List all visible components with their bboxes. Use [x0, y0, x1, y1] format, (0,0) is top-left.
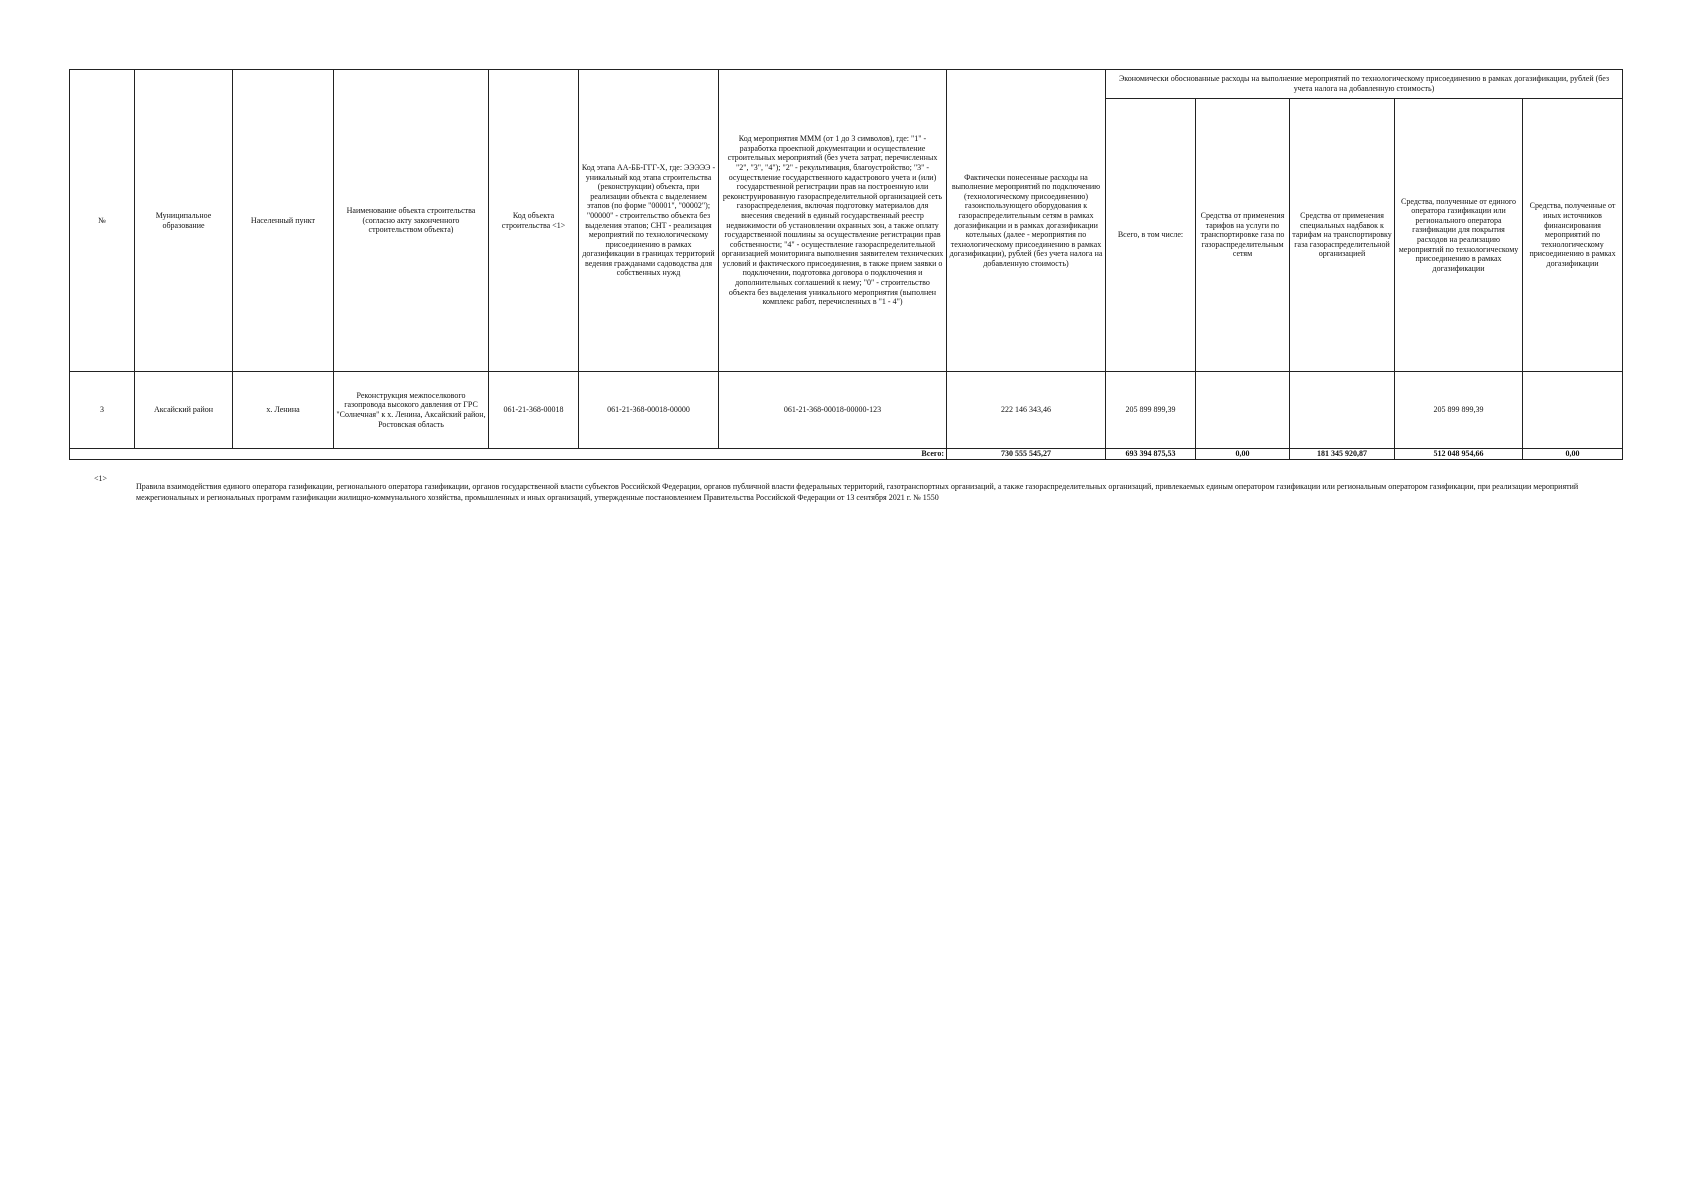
cell-num: 3	[70, 372, 135, 449]
cell-special-surcharge	[1290, 372, 1395, 449]
cell-municipality: Аксайский район	[135, 372, 233, 449]
header-object-code: Код объекта строительства <1>	[489, 70, 579, 372]
cell-total-incl: 205 899 899,39	[1106, 372, 1196, 449]
total-other-sources: 0,00	[1523, 449, 1623, 460]
totals-row	[70, 449, 1623, 460]
total-special-surcharge: 181 345 920,87	[1290, 449, 1395, 460]
total-actual-costs: 730 555 545,27	[947, 449, 1106, 460]
header-special-surcharge: Средства от применения специальных надбавок к тарифам на транспортировку газа газораспределительной организацией	[1290, 99, 1395, 372]
header-single-operator: Средства, полученные от единого оператора газификации или регионального оператора газификации для покрытия расходов на реализацию мероприятий по технологическому присоединению в рамках догазификации	[1395, 99, 1523, 372]
table-row	[70, 372, 1623, 449]
total-total-incl: 693 394 875,53	[1106, 449, 1196, 460]
header-municipality: Муниципальное образование	[135, 70, 233, 372]
header-row-top	[70, 70, 1623, 99]
cell-tariff-transport	[1196, 372, 1290, 449]
header-total-incl: Всего, в том числе:	[1106, 99, 1196, 372]
cell-actual-costs: 222 146 343,46	[947, 372, 1106, 449]
header-settlement: Населенный пункт	[233, 70, 334, 372]
footnote-mark: <1>	[94, 474, 108, 483]
cell-settlement: х. Ленина	[233, 372, 334, 449]
header-num: №	[70, 70, 135, 372]
header-tariff-transport: Средства от применения тарифов на услуги по транспортировке газа по газораспределительным сетям	[1196, 99, 1290, 372]
header-stage-code: Код этапа АА-ББ-ГГГ-Х, где: ЭЭЭЭЭ - уникальный код этапа строительства (реконструкции) объекта, при реализации объекта с выделением этапов (по форме "00001", "00002"); "00000" - строительство объекта без выделения этапов; СНТ - реализация мероприятий по технологическому присоединению в рамках догазификации в границах территорий ведения гражданами садоводства для собственных нужд	[579, 70, 719, 372]
header-other-sources: Средства, полученные от иных источников финансирования мероприятий по технологическому присоединению в рамках догазификации	[1523, 99, 1623, 372]
header-economic-costs-group: Экономически обоснованные расходы на выполнение мероприятий по технологическому присоединению в рамках догазификации, рублей (без учета налога на добавленную стоимость)	[1106, 70, 1623, 99]
header-measure-code: Код мероприятия ММM (от 1 до 3 символов), где: "1" - разработка проектной документации и осуществление строительных мероприятий (без учета затрат, перечисленных "2", "3", "4"); "2" - рекультивация, благоустройство; "3" - осуществление государственного кадастрового учета и (или) государственной регистрации прав на построенную или реконструированную газораспределительной организацией сеть газораспределения, включая подготовку материалов для внесения сведений в единый государственный реестр недвижимости об установлении охранных зон, а также оплату государственной пошлины за осуществление регистрации прав собственности; "4" - осуществление газораспределительной организацией мониторинга выполнения заявителем технических условий и фактического присоединения, в также прием заявки о подключении, подготовка договора о подключения и дополнительных соглашений к нему; "0" - строительство объекта без выделения уникального мероприятия (выполнен комплекс работ, перечисленных в "1 - 4")	[719, 70, 947, 372]
cell-stage-code: 061-21-368-00018-00000	[579, 372, 719, 449]
header-object-name: Наименование объекта строительства (согласно акту законченного строительством объекта)	[334, 70, 489, 372]
cell-measure-code: 061-21-368-00018-00000-123	[719, 372, 947, 449]
header-actual-costs: Фактически понесенные расходы на выполнение мероприятий по подключению (технологическому присоединению) газоиспользующего оборудования к газораспределительным сетям в рамках догазификации и в рамках догазификации котельных (далее - мероприятия по технологическому присоединению в рамках догазификации), рублей (без учета налога на добавленную стоимость)	[947, 70, 1106, 372]
gasification-costs-table	[69, 69, 1623, 460]
cell-object-name: Реконструкция межпоселкового газопровода высокого давления от ГРС "Солнечная" к х. Ленина, Аксайский район, Ростовская область	[334, 372, 489, 449]
totals-label: Всего:	[70, 449, 947, 460]
total-tariff-transport: 0,00	[1196, 449, 1290, 460]
cell-other-sources	[1523, 372, 1623, 449]
cell-single-operator: 205 899 899,39	[1395, 372, 1523, 449]
total-single-operator: 512 048 954,66	[1395, 449, 1523, 460]
cell-object-code: 061-21-368-00018	[489, 372, 579, 449]
footnote-text: Правила взаимодействия единого оператора газификации, регионального оператора газификации, органов государственной власти субъектов Российской Федерации, органов публичной власти федеральных территорий, газотранспортных организаций, а также газораспределительных организаций, привлекаемых единым оператором газификации или региональным оператором газификации, при реализации мероприятий межрегиональных и региональных программ газификации жилищно-коммунального хозяйства, промышленных и иных организаций, утвержденные постановлением Правительства Российской Федерации от 13 сентября 2021 г. № 1550	[136, 482, 1579, 502]
